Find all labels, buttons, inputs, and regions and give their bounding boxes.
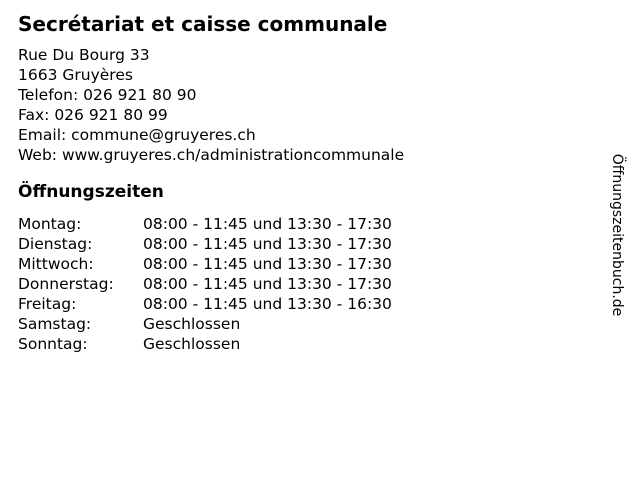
hours-value: 08:00 - 11:45 und 13:30 - 17:30 [143, 275, 392, 293]
web-line: Web: www.gruyeres.ch/administrationcommunale [18, 146, 405, 164]
day-label: Dienstag: [18, 235, 93, 253]
hours-row-wednesday [18, 254, 598, 274]
hours-row-tuesday [18, 234, 598, 254]
opening-hours-table [18, 214, 598, 354]
page-title: Secrétariat et caisse communale [18, 12, 388, 36]
address-city: 1663 Gruyères [18, 66, 133, 84]
day-label: Donnerstag: [18, 275, 114, 293]
opening-hours-heading: Öffnungszeiten [18, 182, 164, 202]
day-label: Montag: [18, 215, 82, 233]
hours-row-sunday [18, 334, 598, 354]
fax-line: Fax: 026 921 80 99 [18, 106, 168, 124]
hours-row-friday [18, 294, 598, 314]
hours-value: 08:00 - 11:45 und 13:30 - 17:30 [143, 255, 392, 273]
hours-value: Geschlossen [143, 335, 241, 353]
main-content [18, 12, 598, 354]
day-label: Samstag: [18, 315, 92, 333]
hours-value: 08:00 - 11:45 und 13:30 - 16:30 [143, 295, 392, 313]
contact-info [18, 45, 598, 165]
day-label: Freitag: [18, 295, 77, 313]
day-label: Sonntag: [18, 335, 88, 353]
hours-row-thursday [18, 274, 598, 294]
email-line: Email: commune@gruyeres.ch [18, 126, 256, 144]
hours-row-monday [18, 214, 598, 234]
hours-value: 08:00 - 11:45 und 13:30 - 17:30 [143, 215, 392, 233]
address-street: Rue Du Bourg 33 [18, 46, 150, 64]
phone-line: Telefon: 026 921 80 90 [18, 86, 197, 104]
brand-watermark-vertical: Öffnungszeitenbuch.de [609, 153, 625, 317]
day-label: Mittwoch: [18, 255, 94, 273]
hours-value: 08:00 - 11:45 und 13:30 - 17:30 [143, 235, 392, 253]
hours-value: Geschlossen [143, 315, 241, 333]
hours-row-saturday [18, 314, 598, 334]
